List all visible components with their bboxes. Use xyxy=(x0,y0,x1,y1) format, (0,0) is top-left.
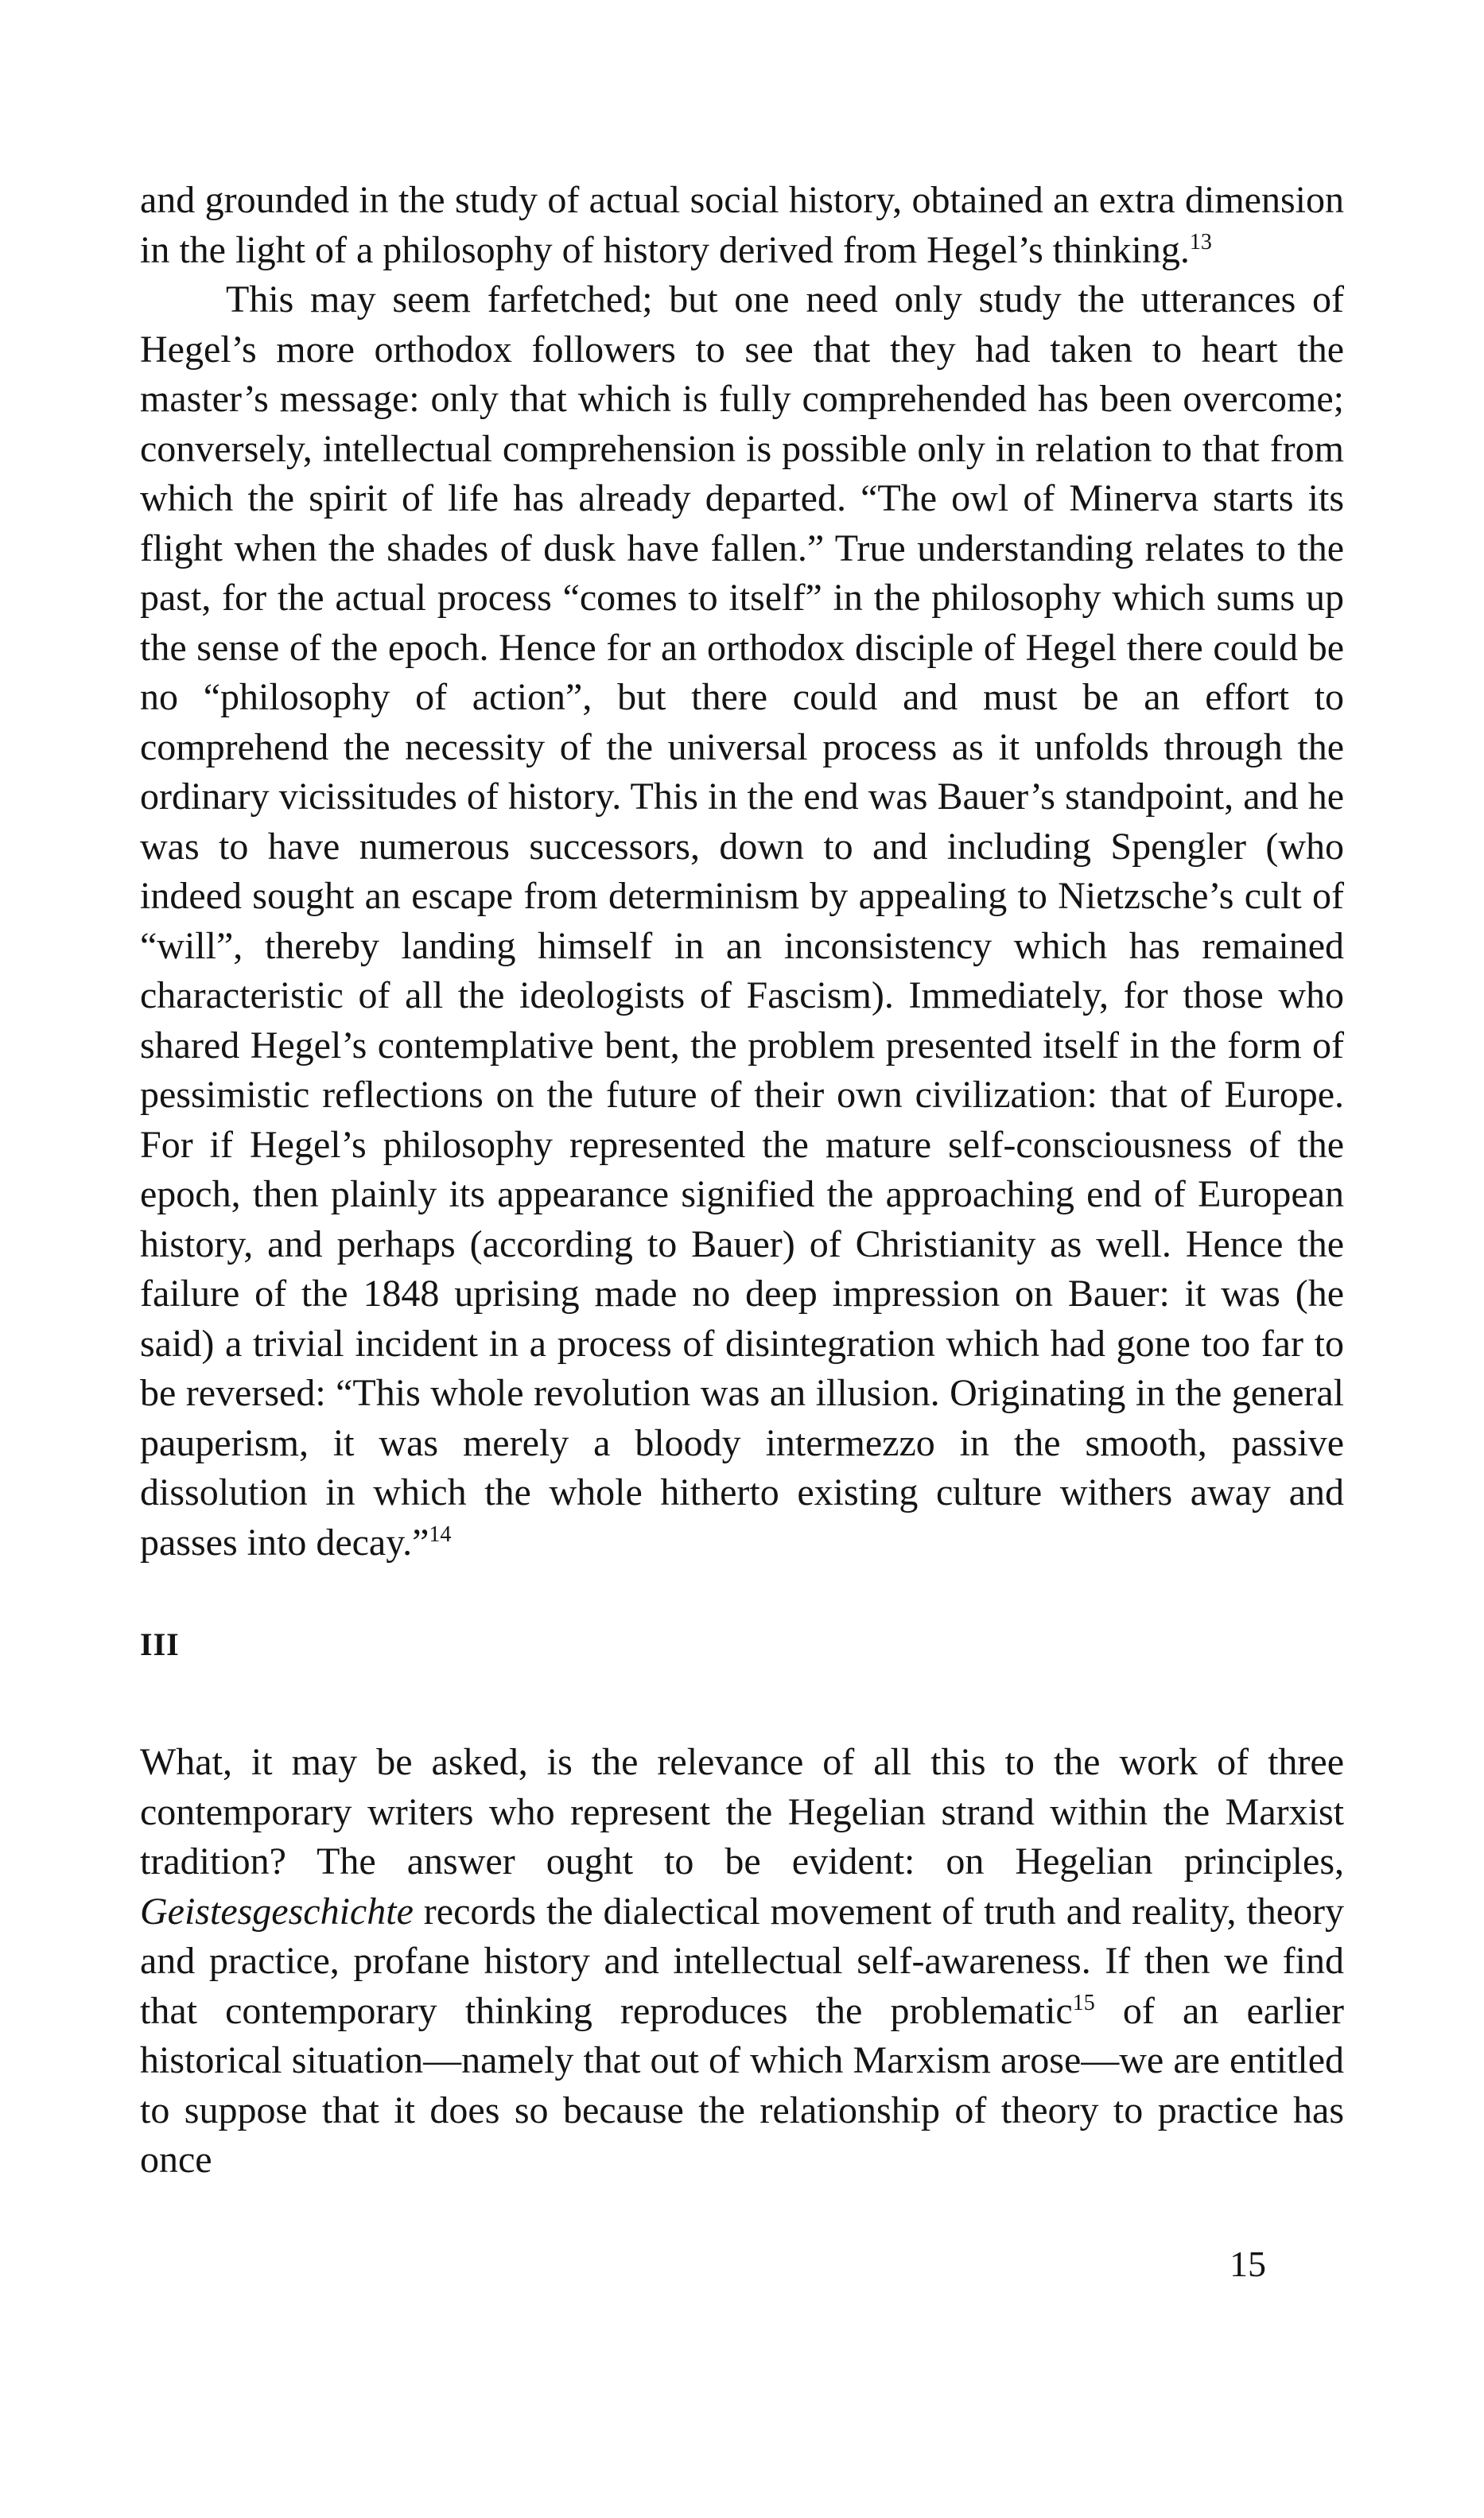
paragraph-continuation xyxy=(140,176,1344,275)
paragraph-bauer-text: This may seem farfetched; but one need only study the utterances of Hegel’s more orthodox followers to see that they had taken to heart the master’s message: only that which is fully comprehended has been overcome; conversely, intellectual comprehension is possible only in relation to that from which the spirit of life has already departed. “The owl of Minerva starts its flight when the shades of dusk have fallen.” True understanding relates to the past, for the actual process “comes to itself” in the philosophy which sums up the sense of the epoch. Hence for an orthodox disciple of Hegel there could be no “philosophy of action”, but there could and must be an effort to comprehend the necessity of the universal process as it unfolds through the ordinary vicissitudes of history. This in the end was Bauer’s standpoint, and he was to have numerous successors, down to and including Spengler (who indeed sought an escape from determinism by appealing to Nietzsche’s cult of “will”, thereby landing himself in an inconsistency which has remained characteristic of all the ideologists of Fascism). Immediately, for those who shared Hegel’s contemplative bent, the problem presented itself in the form of pessimistic reflections on the future of their own civilization: that of Europe. For if Hegel’s philosophy represented the mature self-consciousness of the epoch, then plainly its appearance signified the approaching end of European history, and perhaps (according to Bauer) of Christianity as well. Hence the failure of the 1848 uprising made no deep impression on Bauer: it was (he said) a trivial incident in a process of disintegration which had gone too far to be reversed: “This whole revolution was an illusion. Originating in the general pauperism, it was merely a bloody intermezzo in the smooth, passive dissolution in which the whole hitherto existing culture withers away and passes into decay.” xyxy=(140,278,1344,1564)
paragraph-section-three-text-2: records the dialectical movement of truth and reality, theory and practice, profane history and intellectual self-awareness. If then we find that contemporary thinking reproduces the problematic xyxy=(140,1890,1344,2032)
body-text-top xyxy=(140,176,1344,1568)
footnote-ref-13: 13 xyxy=(1189,229,1212,255)
paragraph-section-three-text-1: What, it may be asked, is the relevance of all this to the work of three contemporary writers who represent the Hegelian strand within the Marxist tradition? The answer ought to be evident: on Hegelian principles, xyxy=(140,1741,1344,1883)
paragraph-bauer xyxy=(140,275,1344,1568)
paragraph-section-three xyxy=(140,1738,1344,2186)
italic-term: Geistesgeschichte xyxy=(140,1890,414,1933)
footnote-ref-15: 15 xyxy=(1072,1990,1095,2015)
footnote-ref-14: 14 xyxy=(429,1521,452,1547)
page-number: 15 xyxy=(1230,2244,1266,2284)
paragraph-section-three-text-3: of an earlier historical situation—namely that out of which Marxism arose—we are entitled to suppose that it does so because the relationship of theory to practice has once xyxy=(140,1989,1345,2181)
paragraph-continuation-text: and grounded in the study of actual social history, obtained an extra dimension in the light of a philosophy of history derived from Hegel’s thinking. xyxy=(140,179,1344,271)
section-heading: III xyxy=(140,1626,180,1662)
body-text-bottom xyxy=(140,1738,1344,2186)
